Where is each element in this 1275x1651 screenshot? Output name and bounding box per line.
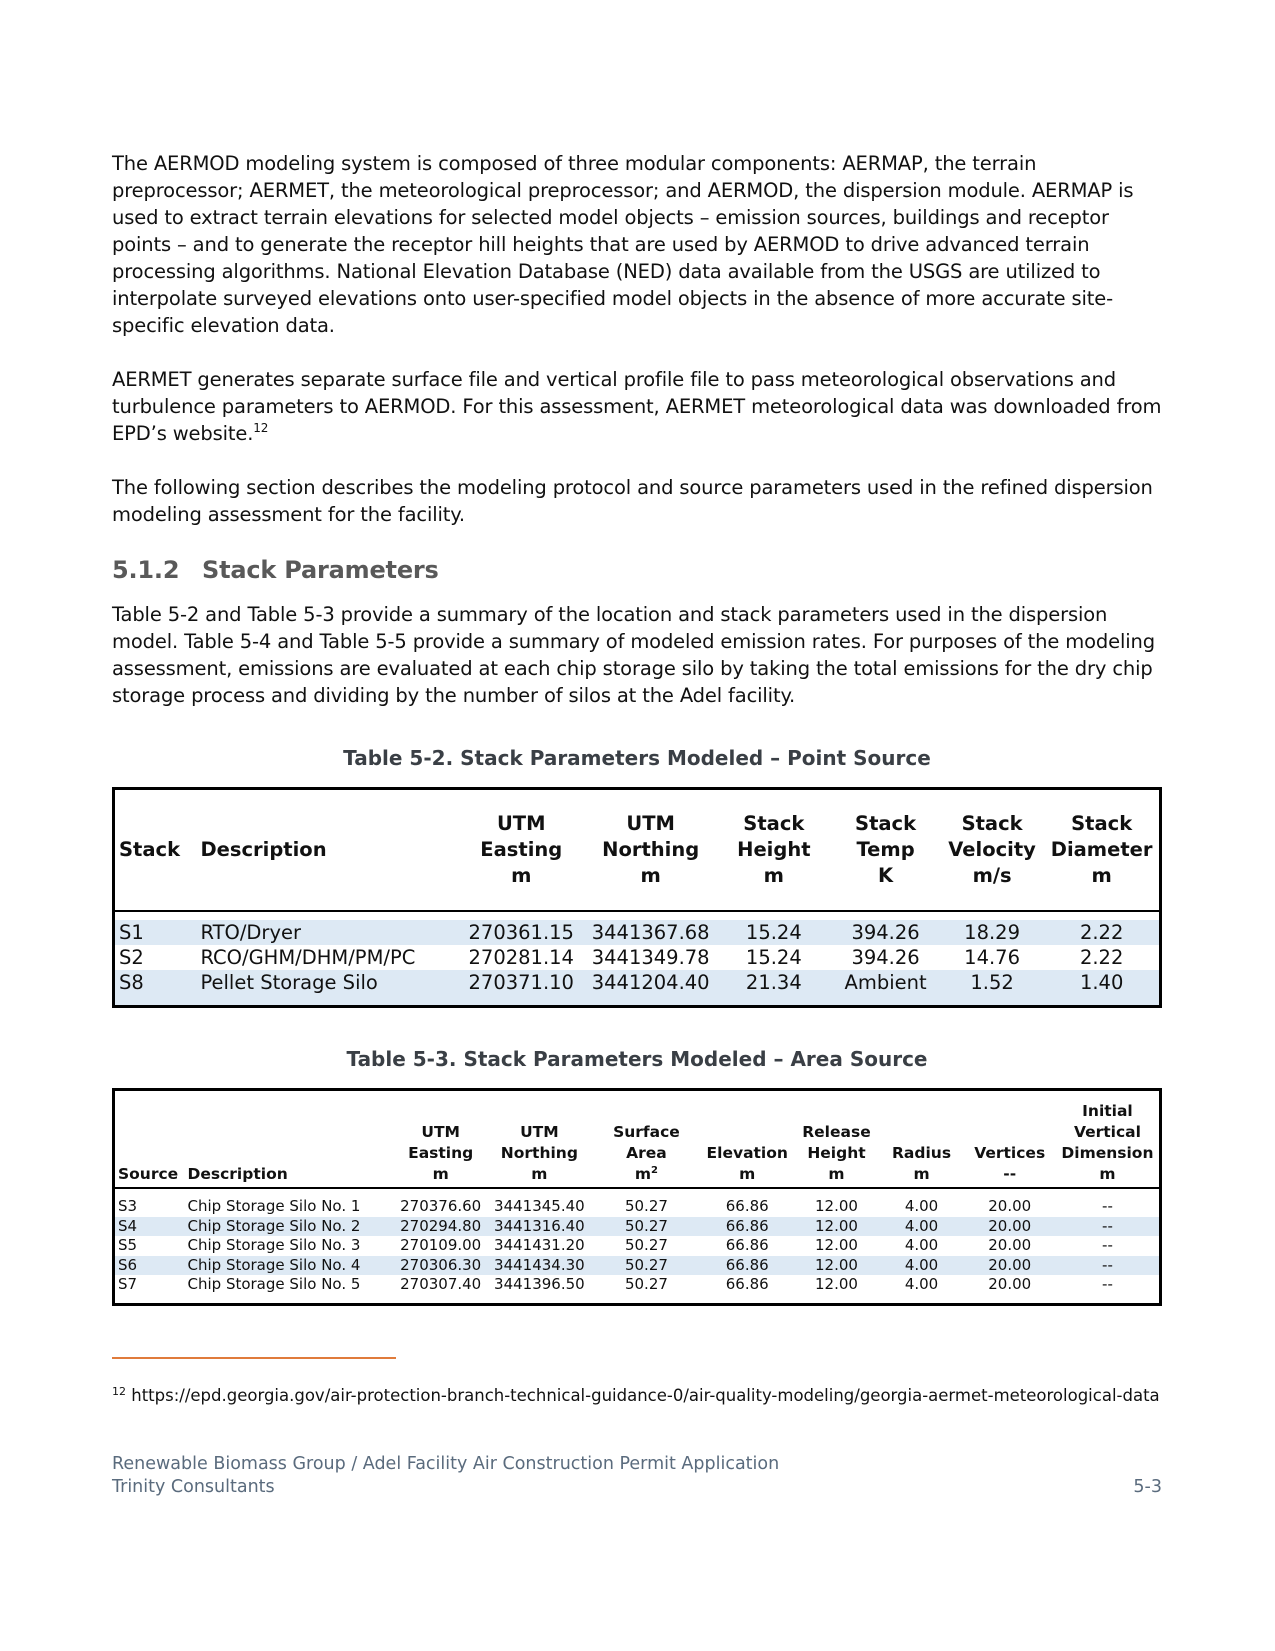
table-cell: -- — [1056, 1217, 1159, 1237]
table-cell: RTO/Dryer — [196, 911, 457, 945]
table-cell: -- — [1102, 1197, 1113, 1215]
footnote-link[interactable]: https://epd.georgia.gov/air-protection-branch-technical-guidance-0/air-quality-modeling/georgia-aermet-meteorological-data — [131, 1386, 1160, 1405]
table-row — [115, 911, 1159, 945]
table-cell: 50.27 — [624, 1275, 668, 1293]
table-cell: 3441431.20 — [494, 1236, 585, 1254]
table-cell: 270376.60 — [400, 1197, 482, 1215]
table-cell: 50.27 — [592, 1217, 701, 1237]
table-cell: Chip Storage Silo No. 2 — [185, 1217, 395, 1237]
table-cell: 20.00 — [964, 1217, 1056, 1237]
table-cell: 50.27 — [624, 1197, 668, 1215]
table-row — [115, 1217, 1159, 1237]
table53-header-3: UTM Northing m — [487, 1091, 592, 1188]
table-cell: RCO/GHM/DHM/PM/PC — [200, 946, 416, 969]
table-5-2 — [112, 787, 1162, 1008]
table-cell: 12.00 — [815, 1236, 858, 1254]
table-cell: S1 — [115, 911, 196, 945]
table-5-3-body — [115, 1188, 1159, 1303]
table-row — [115, 1256, 1159, 1276]
table-5-3-caption: Table 5-3. Stack Parameters Modeled – Area Source — [346, 1047, 928, 1071]
section-heading — [112, 555, 1162, 585]
table-cell: 1.40 — [1044, 970, 1159, 1005]
table53-header-8: Vertices -- — [964, 1091, 1056, 1188]
footnote-separator — [112, 1357, 396, 1359]
table-cell: S3 — [118, 1197, 138, 1215]
table-row — [115, 970, 1159, 1005]
table-cell: S2 — [119, 946, 144, 969]
table-cell: 20.00 — [988, 1236, 1032, 1254]
table-cell: 270361.15 — [458, 911, 585, 945]
table-cell: 15.24 — [745, 946, 802, 969]
table-cell: -- — [1102, 1236, 1113, 1254]
table-cell: S5 — [118, 1236, 138, 1254]
paragraph-following-section: The following section describes the modeling protocol and source parameters used in the refined dispersion modeling assessment for the facility. — [112, 476, 1153, 526]
table53-header-9: Initial Vertical Dimension m — [1056, 1091, 1159, 1188]
table52-header-0: Stack — [115, 790, 196, 911]
table-5-2-body — [115, 911, 1159, 1005]
table-row — [115, 1236, 1159, 1256]
table-cell: 4.00 — [880, 1217, 964, 1237]
table-5-2-header-row — [115, 790, 1159, 911]
table-cell: 2.22 — [1079, 946, 1124, 969]
table52-header-7: Stack Diameter m — [1044, 790, 1159, 911]
table-cell: 66.86 — [701, 1217, 793, 1237]
footnote-number: 12 — [112, 1385, 126, 1398]
table-cell: 20.00 — [964, 1256, 1056, 1276]
table-cell: Chip Storage Silo No. 1 — [187, 1197, 361, 1215]
table-cell: 18.29 — [940, 911, 1044, 945]
table-cell: 66.86 — [725, 1275, 769, 1293]
table-cell: Ambient — [831, 970, 940, 1005]
table-cell: 20.00 — [988, 1275, 1032, 1293]
table-cell: 270109.00 — [400, 1236, 482, 1254]
table-cell: S7 — [118, 1275, 138, 1293]
page-content — [112, 150, 1162, 1306]
table52-header-5: Stack Temp K — [831, 790, 940, 911]
paragraph-aermod-system: The AERMOD modeling system is composed of three modular components: AERMAP, the terrain preprocessor; AERMET, the meteorological preprocessor; and AERMOD, the dispersion module. AERMAP is used to extract terrain elevations for selected model objects – emission sources, buildings and receptor points – and to generate the receptor hill heights that are used by AERMOD to drive advanced terrain processing algorithms. National Elevation Database (NED) data available from the USGS are utilized to interpolate surveyed elevations onto user-specified model objects in the absence of more accurate site-specific elevation data. — [112, 152, 1134, 337]
table-cell: 3441349.78 — [591, 946, 710, 969]
footer-company: Trinity Consultants — [112, 1477, 275, 1497]
table-cell: 21.34 — [716, 970, 831, 1005]
paragraph-aermet-text: AERMET generates separate surface file and vertical profile file to pass meteorological observations and turbulence parameters to AERMOD. For this assessment, AERMET meteorological data was downloaded from EPD’s website. — [112, 368, 1162, 445]
footnote — [112, 1384, 1162, 1407]
table-cell: 50.27 — [624, 1236, 668, 1254]
table53-header-2: UTM Easting m — [394, 1091, 486, 1188]
table-cell: 66.86 — [725, 1197, 769, 1215]
table52-header-1: Description — [196, 790, 457, 911]
table-cell: 14.76 — [964, 946, 1020, 969]
paragraph-aermet — [112, 366, 1162, 447]
table-cell: 3441367.68 — [585, 911, 716, 945]
section-number: 5.1.2 — [112, 556, 180, 584]
table-cell: Chip Storage Silo No. 4 — [185, 1256, 395, 1276]
page-number: 5-3 — [1133, 1477, 1162, 1497]
table-cell: 50.27 — [592, 1256, 701, 1276]
table-cell: 270294.80 — [394, 1217, 486, 1237]
table-cell: -- — [1102, 1275, 1113, 1293]
table52-header-2: UTM Easting m — [458, 790, 585, 911]
table-cell: S6 — [115, 1256, 185, 1276]
table52-header-6: Stack Velocity m/s — [940, 790, 1044, 911]
table-row — [115, 1188, 1159, 1217]
table-row — [115, 1275, 1159, 1303]
table53-header-1: Description — [185, 1091, 395, 1188]
table-5-3 — [112, 1088, 1162, 1306]
table-cell: 3441204.40 — [585, 970, 716, 1005]
table-cell: S4 — [115, 1217, 185, 1237]
table-cell: Pellet Storage Silo — [196, 970, 457, 1005]
table-cell: 4.00 — [904, 1236, 939, 1254]
table53-header-0: Source — [115, 1091, 185, 1188]
table-cell: 3441345.40 — [494, 1197, 585, 1215]
footer-project: Renewable Biomass Group / Adel Facility Air Construction Permit Application — [112, 1454, 780, 1474]
table-cell: 270307.40 — [400, 1275, 482, 1293]
table-cell: 66.86 — [701, 1256, 793, 1276]
table-row — [115, 945, 1159, 970]
table-cell: 15.24 — [716, 911, 831, 945]
table-cell: 20.00 — [988, 1197, 1032, 1215]
table-cell: 4.00 — [904, 1275, 939, 1293]
table-cell: Chip Storage Silo No. 3 — [187, 1236, 361, 1254]
table-cell: 66.86 — [725, 1236, 769, 1254]
table-cell: Chip Storage Silo No. 5 — [187, 1275, 361, 1293]
table-cell: 1.52 — [940, 970, 1044, 1005]
table-5-2-caption: Table 5-2. Stack Parameters Modeled – Point Source — [343, 746, 931, 770]
table-cell: 2.22 — [1044, 911, 1159, 945]
table-cell: 270306.30 — [394, 1256, 486, 1276]
table-cell: S8 — [115, 970, 196, 1005]
table-cell: 4.00 — [904, 1197, 939, 1215]
table52-header-4: Stack Height m — [716, 790, 831, 911]
table53-header-5: Elevation m — [701, 1091, 793, 1188]
table-cell: 394.26 — [851, 946, 920, 969]
table-cell: 12.00 — [793, 1217, 879, 1237]
table53-header-4: Surface Area $m^2$ — [592, 1091, 701, 1188]
paragraph-table-summary: Table 5-2 and Table 5-3 provide a summary of the location and stack parameters used in the dispersion model. Table 5-4 and Table 5-5 provide a summary of modeled emission rates. For purposes of the modeling assessment, emissions are evaluated at each chip storage silo by taking the total emissions for the dry chip storage process and dividing by the number of silos at the Adel facility. — [112, 603, 1155, 707]
table-cell: 3441434.30 — [487, 1256, 592, 1276]
table-cell: 12.00 — [793, 1256, 879, 1276]
table-cell: 270281.14 — [468, 946, 574, 969]
table-cell: -- — [1056, 1256, 1159, 1276]
table53-header-7: Radius m — [880, 1091, 964, 1188]
table-cell: 12.00 — [815, 1275, 858, 1293]
page-footer — [112, 1453, 1162, 1499]
table53-header-6: Release Height m — [793, 1091, 879, 1188]
table-cell: 394.26 — [831, 911, 940, 945]
table-cell: 12.00 — [815, 1197, 858, 1215]
table-cell: 4.00 — [880, 1256, 964, 1276]
table-cell: 3441316.40 — [487, 1217, 592, 1237]
section-title: Stack Parameters — [202, 556, 439, 584]
table-cell: 270371.10 — [458, 970, 585, 1005]
table-cell: 3441396.50 — [494, 1275, 585, 1293]
footnote-reference[interactable]: 12 — [253, 421, 269, 435]
table-5-3-header-row — [115, 1091, 1159, 1188]
table52-header-3: UTM Northing m — [585, 790, 716, 911]
